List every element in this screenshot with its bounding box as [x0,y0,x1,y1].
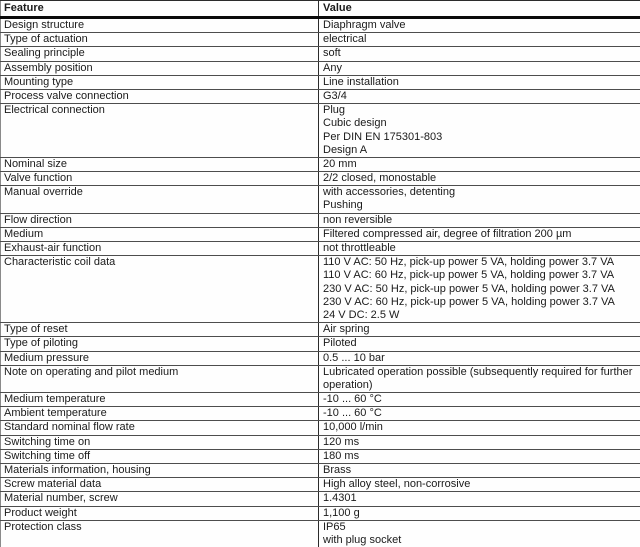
feature-cell [1,393,319,407]
feature-label: Ambient temperature [4,407,107,420]
value-cell [319,104,640,158]
value-line: not throttleable [323,242,396,254]
feature-cell [1,337,319,351]
feature-cell [1,18,319,33]
spec-table-header [1,1,640,18]
value-cell [319,407,640,421]
feature-cell [1,478,319,492]
feature-cell [1,227,319,241]
feature-label: Product weight [4,506,77,519]
value-column-header: Value [319,1,640,18]
table-row [1,464,640,478]
header-row [1,1,640,18]
value-line: Lubricated operation possible (subsequently required for further [323,365,633,378]
value-cell [319,213,640,227]
feature-label: Standard nominal flow rate [4,421,135,434]
feature-cell [1,75,319,89]
table-row [1,449,640,463]
feature-cell [1,407,319,421]
value-cell [319,61,640,75]
value-cell [319,227,640,241]
feature-label: Medium temperature [4,393,106,406]
value-cell [319,506,640,520]
value-cell [319,435,640,449]
value-line: electrical [323,33,367,46]
value-cell [319,464,640,478]
value-line: 1.4301 [323,492,357,505]
feature-cell [1,172,319,186]
value-line: 1,100 g [323,506,360,519]
table-row [1,18,640,33]
value-line: Brass [323,464,352,476]
table-row [1,506,640,520]
value-line: 24 V DC: 2.5 W [323,308,400,321]
feature-label: Process valve connection [4,89,129,102]
table-row [1,492,640,506]
table-row [1,435,640,449]
value-cell [319,186,640,213]
value-cell [319,351,640,365]
table-row [1,365,640,392]
value-line: soft [323,47,341,60]
feature-label: Material number, screw [4,492,118,505]
value-cell [319,157,640,171]
feature-label: Note on operating and pilot medium [4,365,179,378]
value-line: Cubic design [323,117,387,130]
value-line: G3/4 [323,89,347,102]
feature-cell [1,506,319,520]
feature-cell [1,421,319,435]
feature-cell [1,33,319,47]
feature-label: Electrical connection [4,104,105,117]
feature-label: Sealing principle [4,47,85,60]
value-line: with plug socket [323,533,402,546]
feature-label: Manual override [4,186,83,199]
value-line: -10 ... 60 °C [323,407,382,420]
feature-label: Flow direction [4,213,72,226]
feature-cell [1,47,319,61]
feature-label: Type of reset [4,323,68,336]
feature-cell [1,213,319,227]
value-cell [319,323,640,337]
feature-label: Protection class [4,520,82,533]
table-row [1,61,640,75]
feature-label: Mounting type [4,75,74,88]
value-line: Design A [323,143,368,156]
value-line: 110 V AC: 50 Hz, pick-up power 5 VA, holding power 3.7 VA [323,256,615,269]
spec-table-body [1,18,640,547]
value-line: 110 V AC: 60 Hz, pick-up power 5 VA, holding power 3.7 VA [323,269,615,282]
feature-label: Medium pressure [4,351,89,364]
table-row [1,323,640,337]
feature-label: Nominal size [4,157,67,170]
table-row [1,157,640,171]
value-line: 230 V AC: 50 Hz, pick-up power 5 VA, holding power 3.7 VA [323,282,615,295]
value-line: 120 ms [323,435,360,448]
table-row [1,421,640,435]
feature-cell [1,323,319,337]
value-line: Plug [323,104,346,117]
value-line: with accessories, detenting [323,186,456,199]
table-row [1,520,640,547]
feature-cell [1,61,319,75]
value-cell [319,33,640,47]
feature-label: Materials information, housing [4,464,151,476]
feature-label: Exhaust-air function [4,242,102,254]
value-cell [319,365,640,392]
table-row [1,33,640,47]
feature-cell [1,449,319,463]
table-row [1,337,640,351]
value-line: non reversible [323,213,393,226]
value-line: 180 ms [323,449,360,462]
feature-cell [1,351,319,365]
value-cell [319,89,640,103]
feature-label: Switching time off [4,449,91,462]
value-line: Any [323,61,342,74]
feature-cell [1,492,319,506]
feature-cell [1,520,319,547]
value-line: 230 V AC: 60 Hz, pick-up power 5 VA, holding power 3.7 VA [323,295,615,308]
value-cell [319,492,640,506]
table-row [1,104,640,158]
feature-label: Assembly position [4,61,93,74]
table-row [1,478,640,492]
value-cell [319,75,640,89]
value-cell [319,256,640,323]
feature-cell [1,365,319,392]
value-cell [319,18,640,33]
value-line: Piloted [323,337,357,350]
value-line: Per DIN EN 175301-803 [323,130,443,143]
feature-cell [1,104,319,158]
feature-label: Design structure [4,19,85,31]
value-line: Filtered compressed air, degree of filtration 200 µm [323,227,572,240]
feature-label: Medium [4,227,44,240]
table-row [1,256,640,323]
value-cell [319,478,640,492]
value-cell [319,172,640,186]
value-cell [319,421,640,435]
feature-cell [1,242,319,256]
table-row [1,75,640,89]
table-row [1,186,640,213]
value-line: IP65 [323,520,346,533]
value-cell [319,337,640,351]
value-cell [319,520,640,547]
value-line: -10 ... 60 °C [323,393,382,406]
feature-column-header: Feature [1,1,319,18]
feature-label: Characteristic coil data [4,256,116,269]
value-line: Pushing [323,199,363,212]
feature-label: Screw material data [4,478,102,491]
table-row [1,242,640,256]
value-cell [319,47,640,61]
table-row [1,172,640,186]
feature-label: Switching time on [4,435,91,448]
table-row [1,89,640,103]
feature-cell [1,89,319,103]
value-line: 10,000 l/min [323,421,383,434]
value-cell [319,393,640,407]
table-row [1,227,640,241]
value-line: operation) [323,378,373,391]
feature-label: Type of piloting [4,337,78,350]
value-line: 20 mm [323,157,357,170]
table-row [1,393,640,407]
feature-cell [1,464,319,478]
feature-cell [1,186,319,213]
feature-label: Valve function [4,172,73,185]
value-line: Diaphragm valve [323,19,406,31]
value-cell [319,449,640,463]
value-line: 0.5 ... 10 bar [323,351,385,364]
feature-label: Type of actuation [4,33,88,46]
table-row [1,351,640,365]
table-row [1,407,640,421]
value-line: 2/2 closed, monostable [323,172,437,185]
value-cell [319,242,640,256]
feature-cell [1,435,319,449]
table-row [1,213,640,227]
value-line: High alloy steel, non-corrosive [323,478,471,491]
value-line: Line installation [323,75,399,88]
table-row [1,47,640,61]
feature-cell [1,157,319,171]
value-line: Air spring [323,323,370,336]
feature-cell [1,256,319,323]
